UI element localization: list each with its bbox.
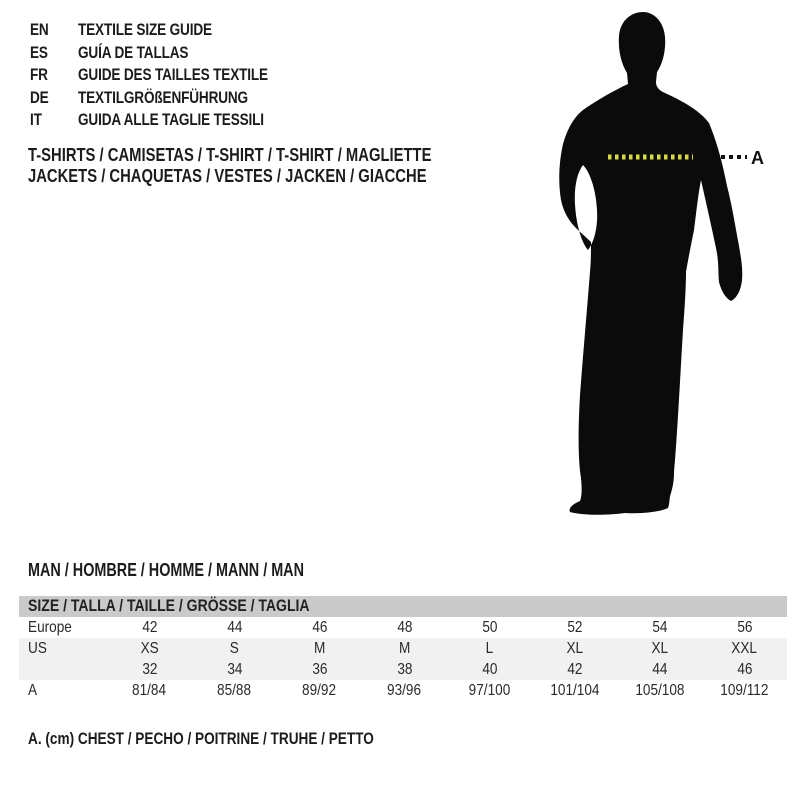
lang-code-fr: FR: [30, 65, 48, 85]
cell: 36: [277, 659, 362, 680]
lang-row-en: [30, 19, 315, 42]
lang-row-de: [30, 87, 315, 110]
cell: 105/108: [634, 681, 685, 699]
table-row-us: [19, 638, 787, 659]
lang-row-it: [30, 109, 315, 132]
table-row-numeric: [19, 659, 787, 680]
cell: 101/104: [549, 681, 600, 699]
table-row-chest: [19, 680, 787, 701]
section-title-man: MAN / HOMBRE / HOMME / MANN / MAN: [28, 559, 304, 580]
row-label-a: A: [28, 681, 38, 699]
category-line-tshirts: T-SHIRTS / CAMISETAS / T-SHIRT / T-SHIRT / MAGLIETTE: [28, 143, 432, 165]
lang-code-de: DE: [30, 87, 49, 107]
man-silhouette-svg: [525, 10, 785, 520]
cell: 85/88: [217, 681, 252, 699]
cell: XS: [107, 638, 192, 659]
cell: 46: [311, 618, 328, 636]
cell: 52: [566, 618, 583, 636]
cell: 81/84: [132, 681, 167, 699]
size-table: [19, 596, 787, 701]
cell: 44: [617, 659, 702, 680]
lang-label-it: GUIDA ALLE TAGLIE TESSILI: [78, 110, 264, 130]
cell: M: [277, 638, 362, 659]
cell: 44: [226, 618, 243, 636]
cell: 97/100: [468, 681, 511, 699]
cell: 34: [192, 659, 277, 680]
cell: 40: [447, 659, 532, 680]
row-label-europe: Europe: [28, 618, 72, 636]
category-heading-block: [28, 144, 532, 187]
table-row-europe: [19, 617, 787, 638]
man-silhouette: [559, 12, 742, 515]
cell: 56: [736, 618, 753, 636]
lang-code-it: IT: [30, 110, 42, 130]
cell: 46: [702, 659, 787, 680]
size-table-header: SIZE / TALLA / TAILLE / GRÖSSE / TAGLIA: [19, 596, 787, 617]
cell: 38: [362, 659, 447, 680]
cell: XXL: [702, 638, 787, 659]
cell: 42: [141, 618, 158, 636]
lang-label-en: TEXTILE SIZE GUIDE: [78, 20, 212, 40]
lang-label-es: GUÍA DE TALLAS: [78, 42, 189, 62]
cell: L: [447, 638, 532, 659]
row-label-us: US: [19, 638, 107, 659]
lang-row-es: [30, 42, 315, 65]
cell: M: [362, 638, 447, 659]
cell: 32: [107, 659, 192, 680]
measure-label-a: A: [751, 148, 764, 168]
cell: XL: [617, 638, 702, 659]
footnote-chest-legend: A. (cm) CHEST / PECHO / POITRINE / TRUHE / PETTO: [28, 729, 374, 748]
row-label-empty: [19, 659, 107, 680]
cell: 50: [481, 618, 498, 636]
cell: 54: [651, 618, 668, 636]
cell: S: [192, 638, 277, 659]
cell: 109/112: [720, 681, 769, 699]
lang-label-de: TEXTILGRÖßENFÜHRUNG: [78, 87, 248, 107]
cell: 93/96: [387, 681, 422, 699]
cell: 89/92: [302, 681, 337, 699]
lang-label-fr: GUIDE DES TAILLES TEXTILE: [78, 65, 268, 85]
cell: XL: [532, 638, 617, 659]
category-line-jackets: JACKETS / CHAQUETAS / VESTES / JACKEN / GIACCHE: [28, 165, 427, 187]
man-silhouette-figure: [525, 10, 785, 520]
cell: 42: [532, 659, 617, 680]
size-table-header-row: [19, 596, 787, 617]
lang-code-es: ES: [30, 42, 48, 62]
language-heading-block: [30, 19, 315, 132]
lang-code-en: EN: [30, 20, 49, 40]
cell: 48: [396, 618, 413, 636]
lang-row-fr: [30, 64, 315, 87]
